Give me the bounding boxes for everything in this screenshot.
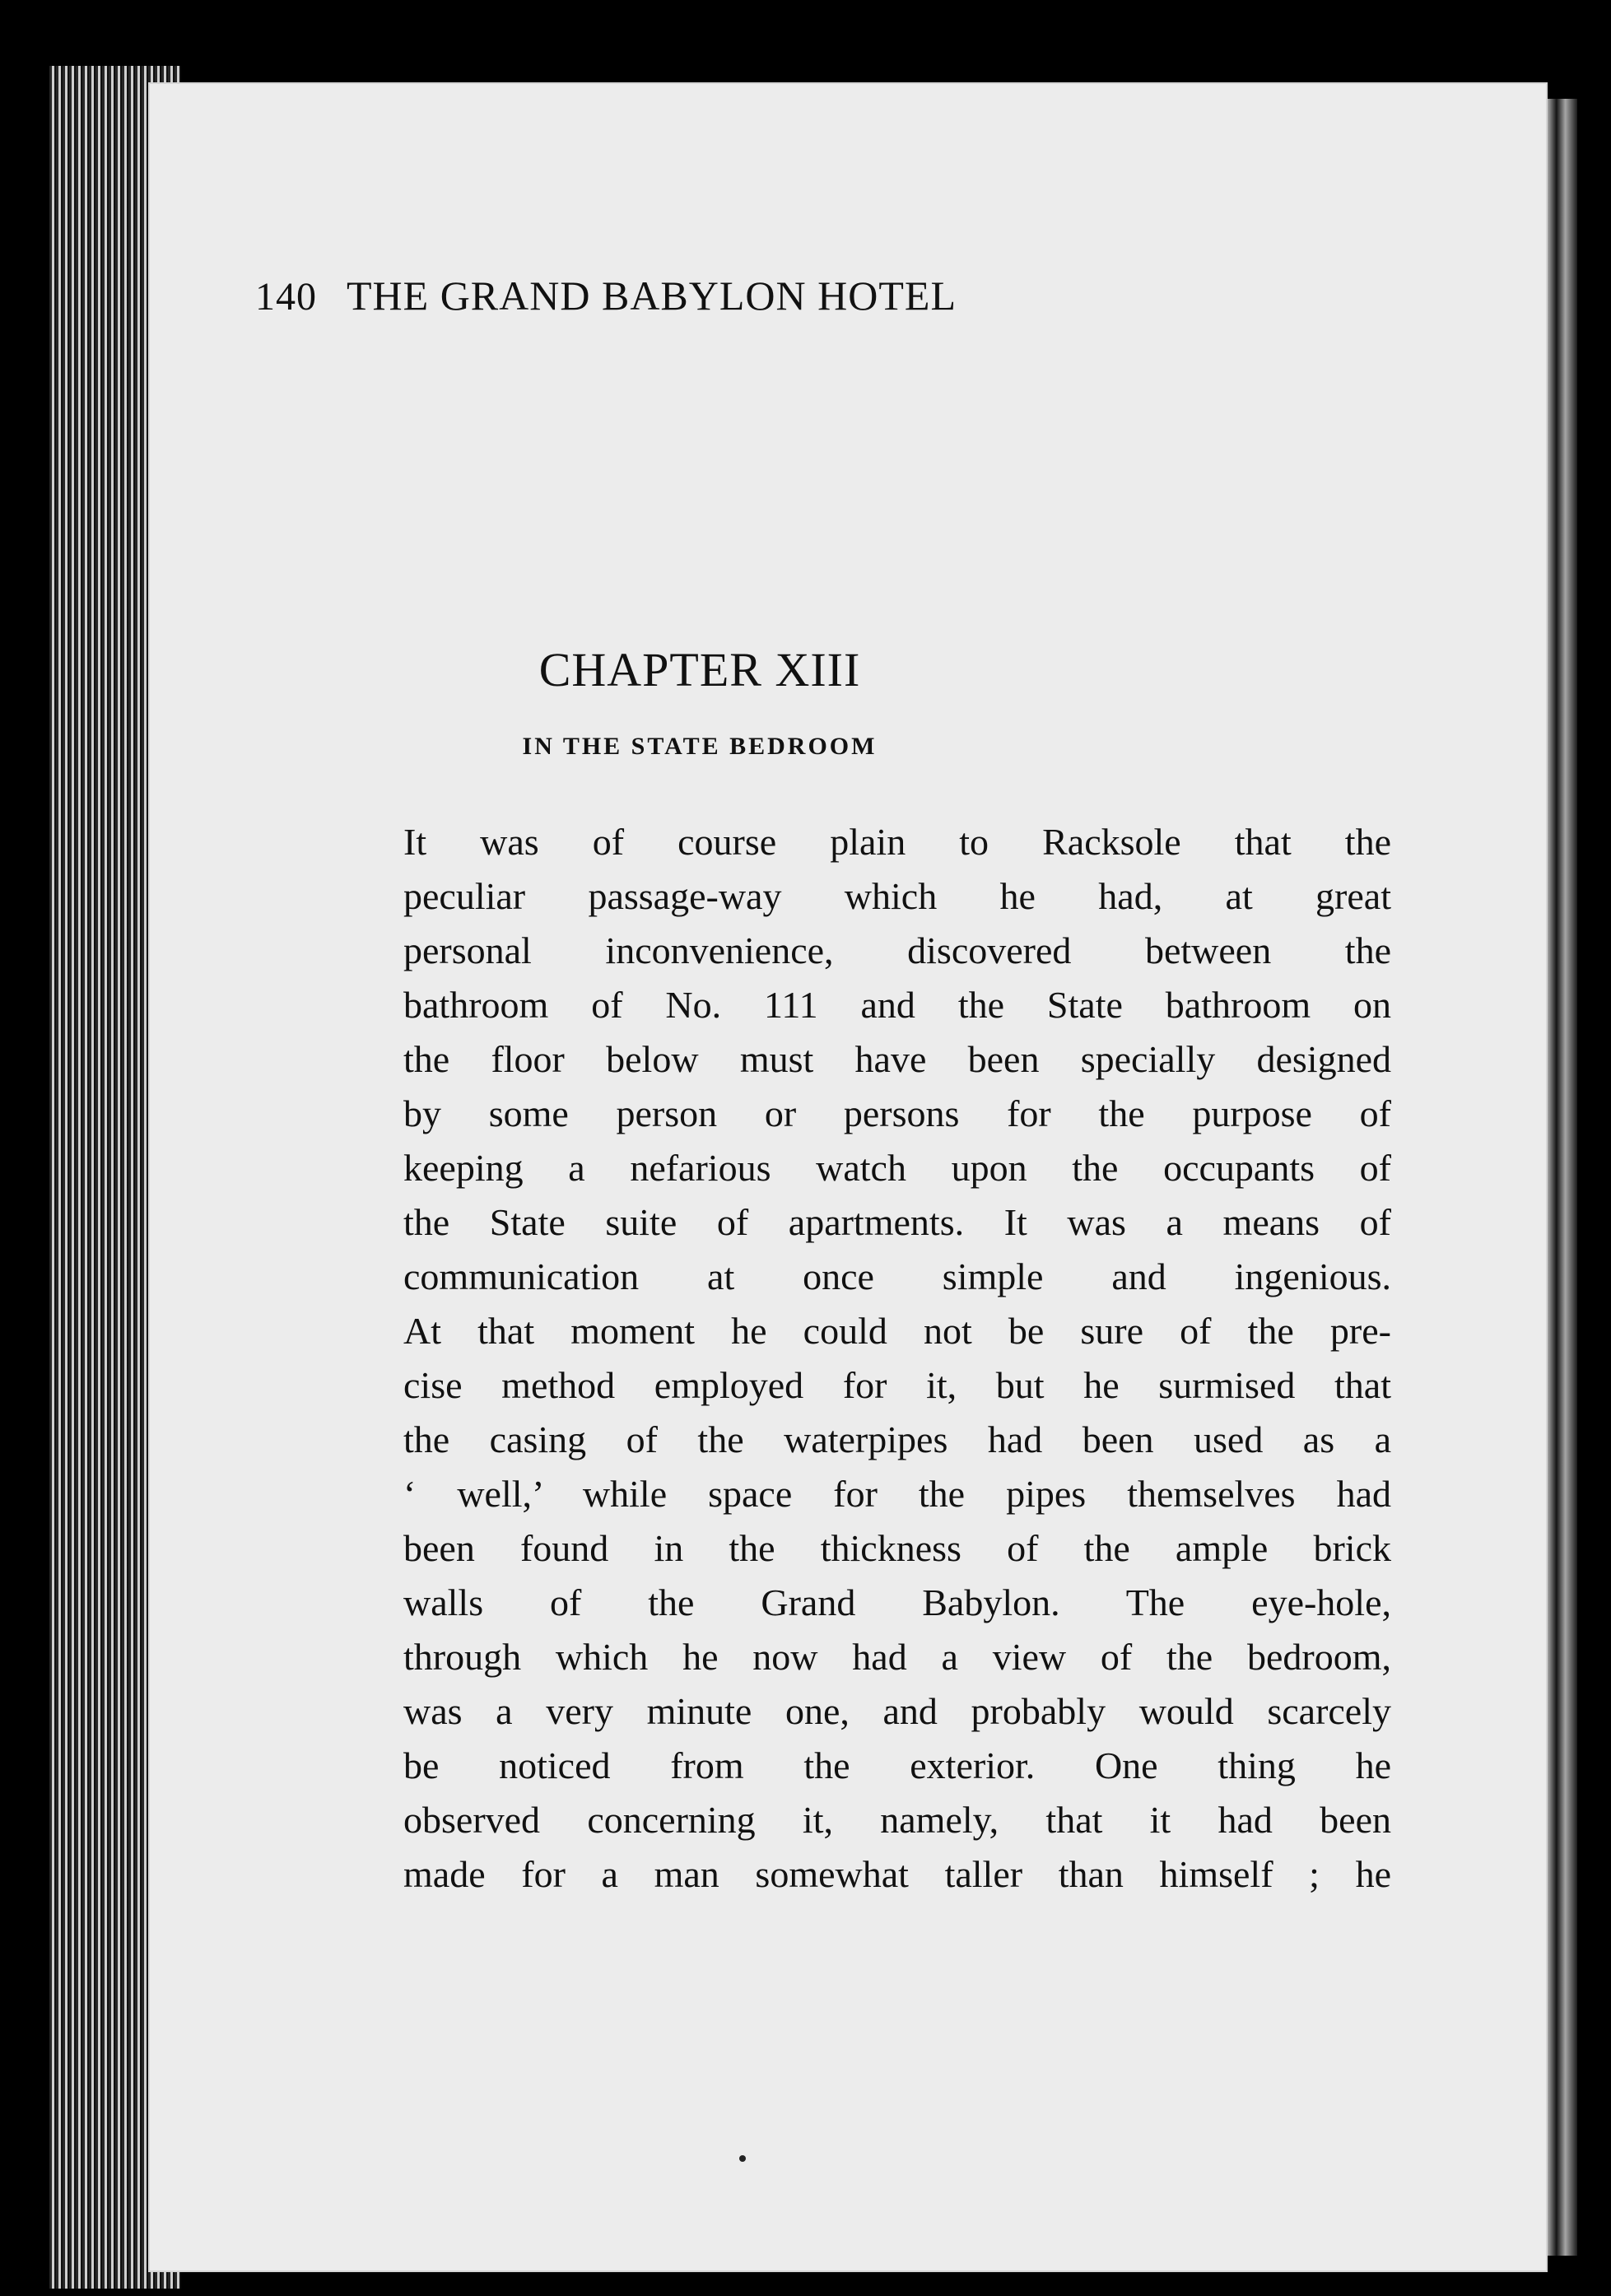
text-line: keeping a nefarious watch upon the occupants of — [403, 1147, 1391, 1189]
text-line: ‘ well,’ while space for the pipes themselves had — [403, 1473, 1391, 1515]
chapter-title: CHAPTER XIII — [538, 643, 861, 696]
chapter-subtitle: IN THE STATE BEDROOM — [522, 733, 878, 760]
text-line: be noticed from the exterior. One thing he — [403, 1744, 1391, 1786]
text-line: the State suite of apartments. It was a means of — [403, 1201, 1391, 1243]
text-line: personal inconvenience, discovered between the — [403, 929, 1391, 971]
text-line: peculiar passage-way which he had, at great — [403, 875, 1391, 917]
text-line: It was of course plain to Racksole that the — [403, 821, 1391, 863]
text-line: walls of the Grand Babylon. The eye-hole, — [403, 1581, 1391, 1623]
running-head: THE GRAND BABYLON HOTEL — [347, 272, 957, 319]
text-line: communication at once simple and ingenious. — [403, 1255, 1391, 1297]
text-line: was a very minute one, and probably would scarcely — [403, 1690, 1391, 1732]
text-line: observed concerning it, namely, that it had been — [403, 1799, 1391, 1841]
body-text — [403, 815, 1391, 1902]
page-edge-right — [1548, 99, 1577, 2256]
text-line: bathroom of No. 111 and the State bathroom on — [403, 984, 1391, 1026]
text-line: been found in the thickness of the ample brick — [403, 1527, 1391, 1569]
text-line: made for a man somewhat taller than himself ; he — [403, 1853, 1391, 1895]
text-line: At that moment he could not be sure of the pre- — [403, 1310, 1391, 1352]
page-header — [255, 272, 1408, 346]
text-line: by some person or persons for the purpose of — [403, 1092, 1391, 1134]
text-line: the floor below must have been specially designed — [403, 1038, 1391, 1080]
page-number: 140 — [255, 275, 317, 319]
ink-dot — [739, 2155, 746, 2162]
text-line: cise method employed for it, but he surmised that — [403, 1364, 1391, 1406]
text-line: the casing of the waterpipes had been used as a — [403, 1418, 1391, 1460]
text-line: through which he now had a view of the bedroom, — [403, 1636, 1391, 1678]
